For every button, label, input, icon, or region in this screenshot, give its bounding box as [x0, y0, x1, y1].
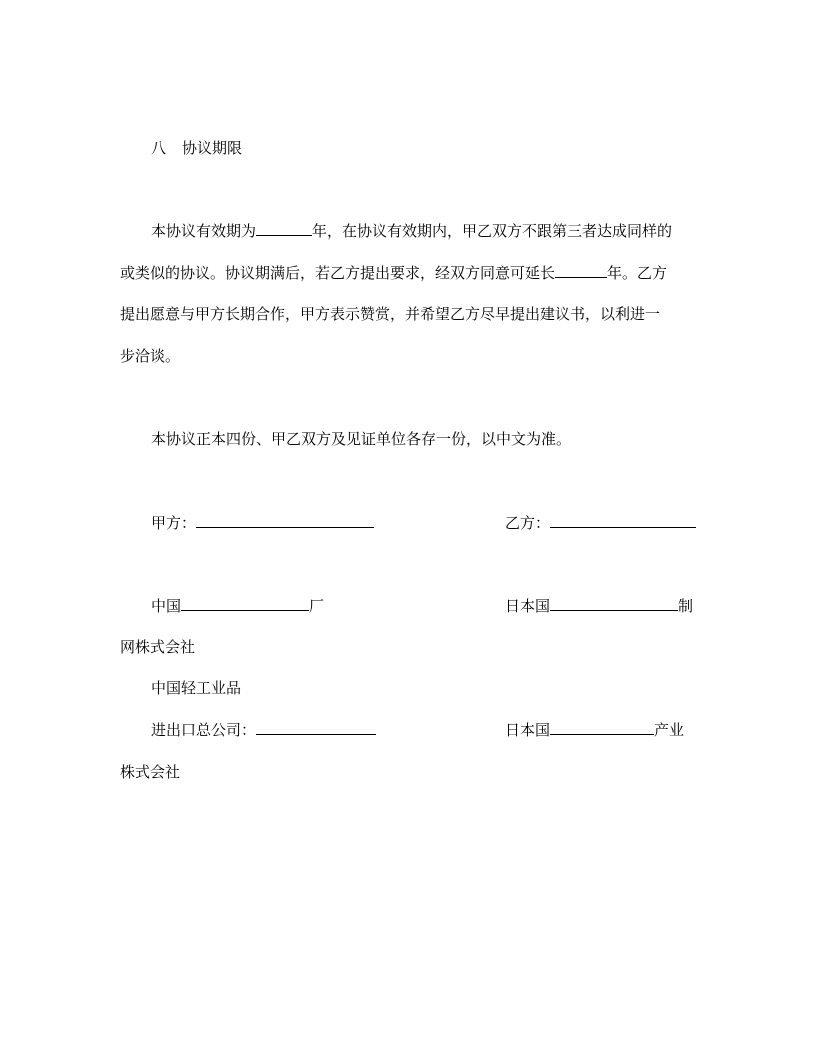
- term-text: 步洽谈。: [120, 347, 181, 365]
- org-text: 制: [678, 597, 694, 615]
- party-a-label: 甲方：: [151, 514, 197, 532]
- party-a-org-2-blank: [256, 719, 376, 735]
- org-text: 网株式会社: [120, 638, 196, 656]
- party-b-org-1: [505, 595, 693, 615]
- org-text: 中国: [151, 597, 182, 615]
- party-a-blank: [196, 512, 374, 528]
- term-text: 本协议有效期为: [151, 222, 257, 240]
- extension-years-blank: [555, 262, 607, 278]
- org-text: 产业: [654, 721, 685, 739]
- term-line-3: [120, 304, 660, 324]
- party-b-signature: [505, 512, 696, 532]
- term-text: 年，在协议有效期内，甲乙双方不跟第三者达成同样的: [312, 222, 673, 240]
- term-text: 或类似的协议。协议期满后，若乙方提出要求，经双方同意可延长: [120, 264, 556, 282]
- party-a-org-1: [151, 595, 324, 615]
- party-b-blank: [550, 512, 696, 528]
- term-years-blank: [256, 220, 312, 236]
- term-text: 年。乙方: [607, 264, 668, 282]
- term-line-2: [120, 262, 667, 282]
- section-title: 协议期限: [182, 139, 243, 157]
- org-text: 日本国: [505, 597, 551, 615]
- industry-name-blank: [550, 719, 654, 735]
- party-b-org-2-continued: [120, 762, 180, 782]
- party-a-org-2-line-1: [151, 678, 241, 698]
- org-text: 中国轻工业品: [151, 679, 242, 697]
- factory-name-blank: [181, 595, 309, 611]
- company-name-blank: [550, 595, 678, 611]
- party-b-org-1-continued: [120, 637, 195, 657]
- org-text: 日本国: [505, 721, 551, 739]
- org-text: 进出口总公司：: [151, 721, 257, 739]
- copies-paragraph: [151, 429, 571, 449]
- section-heading: [151, 138, 242, 158]
- party-a-org-2-line-2: [151, 719, 376, 739]
- org-text: 株式会社: [120, 763, 181, 781]
- term-line-1: [151, 220, 672, 240]
- party-b-org-2: [505, 719, 684, 739]
- org-text: 厂: [309, 597, 325, 615]
- term-line-4: [120, 346, 180, 366]
- party-b-label: 乙方：: [505, 514, 551, 532]
- party-a-signature: [151, 512, 374, 532]
- term-text: 提出愿意与甲方长期合作，甲方表示赞赏，并希望乙方尽早提出建议书，以利进一: [120, 305, 661, 323]
- section-number: 八: [151, 139, 167, 157]
- copies-text: 本协议正本四份、甲乙双方及见证单位各存一份，以中文为准。: [151, 430, 572, 448]
